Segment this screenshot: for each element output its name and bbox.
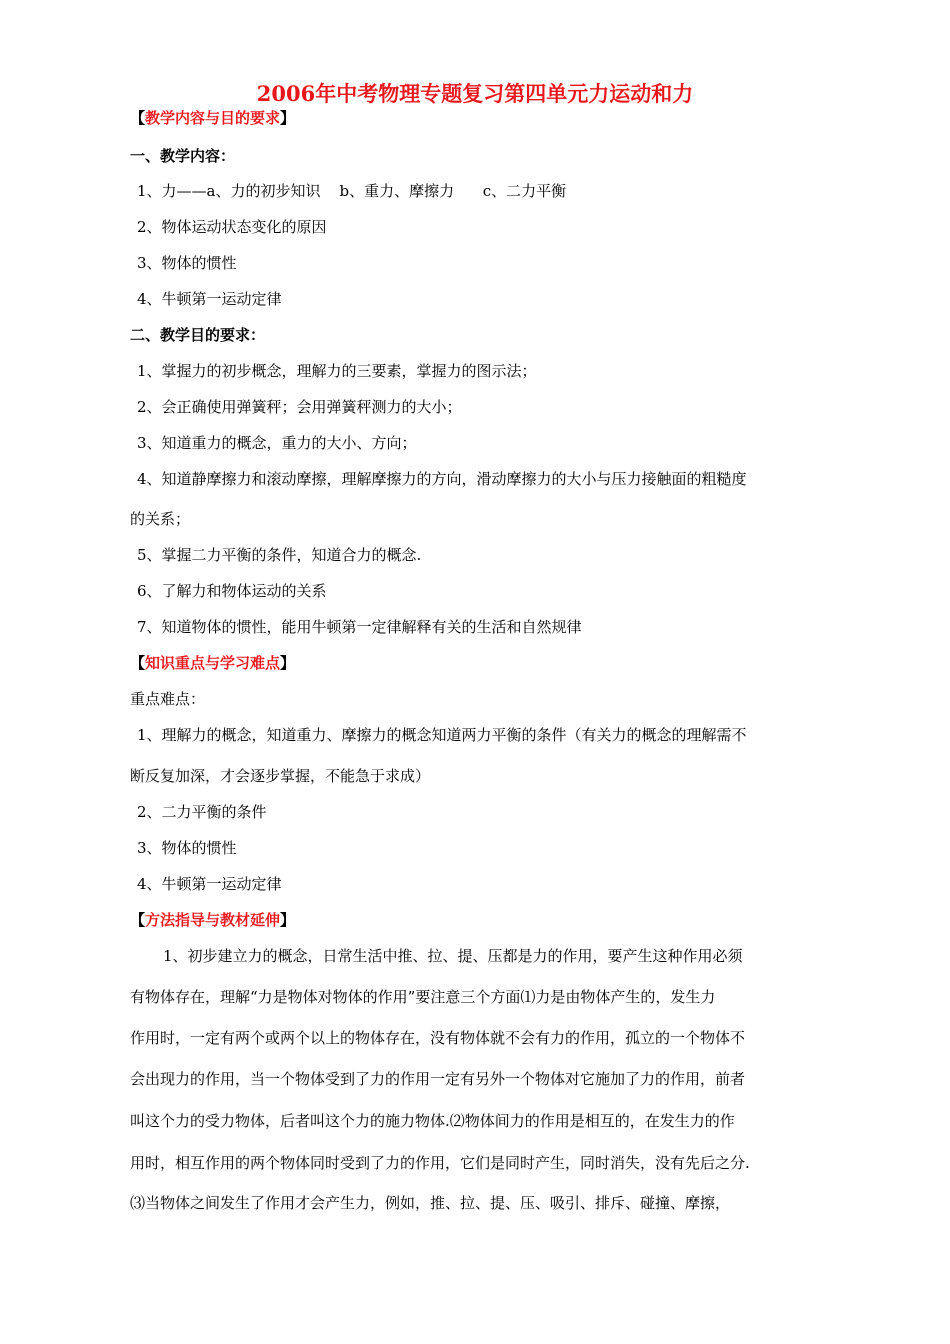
method-paragraph-line-3: 作用时，一定有两个或两个以上的物体存在，没有物体就不会有力的作用，孤立的一个物体不 [130,1029,746,1047]
goal-item-6: 6、了解力和物体运动的关系 [137,582,327,600]
goal-item-3: 3、知道重力的概念，重力的大小、方向； [137,434,417,452]
content-item-1: 1、力——a、力的初步知识 b、重力、摩擦力 c、二力平衡 [137,182,567,200]
method-paragraph-line-5: 叫这个力的受力物体，后者叫这个力的施力物体.⑵物体间力的作用是相互的，在发生力的作 [130,1112,735,1130]
section-heading-teaching-content [130,107,295,129]
bracket-open: 【 [130,109,146,127]
goal-item-2: 2、会正确使用弹簧秤；会用弹簧秤测力的大小； [137,398,462,416]
section-label: 知识重点与学习难点 [145,654,281,672]
bracket-close: 】 [280,654,296,672]
content-item-2: 2、物体运动状态变化的原因 [137,218,327,236]
focus-item-1: 1、理解力的概念，知道重力、摩擦力的概念知道两力平衡的条件（有关力的概念的理解需不 [137,726,747,744]
subheading-teaching-content: 一、教学内容： [130,147,236,165]
bracket-close: 】 [280,109,296,127]
subheading-teaching-goals: 二、教学目的要求： [130,326,266,344]
content-item-3: 3、物体的惯性 [137,254,237,272]
method-paragraph-line-2: 有物体存在，理解“力是物体对物体的作用”要注意三个方面⑴力是由物体产生的，发生力 [130,988,716,1006]
focus-item-1-continued: 断反复加深，才会逐步掌握，不能急于求成） [130,767,431,785]
section-label: 教学内容与目的要求 [145,109,281,127]
content-item-4: 4、牛顿第一运动定律 [137,290,282,308]
method-paragraph-line-1: 1、初步建立力的概念，日常生活中推、拉、提、压都是力的作用，要产生这种作用必须 [163,947,743,965]
section-heading-key-points [130,652,295,674]
bracket-open: 【 [130,654,146,672]
goal-item-5: 5、掌握二力平衡的条件，知道合力的概念. [137,546,422,564]
goal-item-1: 1、掌握力的初步概念，理解力的三要素，掌握力的图示法； [137,362,537,380]
focus-item-4: 4、牛顿第一运动定律 [137,875,282,893]
focus-item-2: 2、二力平衡的条件 [137,803,267,821]
method-paragraph-line-6: 用时，相互作用的两个物体同时受到了力的作用，它们是同时产生，同时消失，没有先后之分. [130,1154,750,1172]
focus-heading: 重点难点： [130,690,206,708]
method-paragraph-line-7: ⑶当物体之间发生了作用才会产生力，例如，推、拉、提、压、吸引、排斥、碰撞、摩擦， [130,1194,731,1212]
goal-item-4: 4、知道静摩擦力和滚动摩擦，理解摩擦力的方向，滑动摩擦力的大小与压力接触面的粗糙度 [137,470,747,488]
goal-item-4-continued: 的关系； [130,510,191,528]
page-title: 2006年中考物理专题复习第四单元力运动和力 [256,81,694,106]
section-heading-method-guidance [130,909,295,931]
goal-item-7: 7、知道物体的惯性，能用牛顿第一定律解释有关的生活和自然规律 [137,618,582,636]
bracket-open: 【 [130,911,146,929]
method-paragraph-line-4: 会出现力的作用，当一个物体受到了力的作用一定有另外一个物体对它施加了力的作用，前者 [130,1070,746,1088]
focus-item-3: 3、物体的惯性 [137,839,237,857]
section-label: 方法指导与教材延伸 [145,911,281,929]
bracket-close: 】 [280,911,296,929]
